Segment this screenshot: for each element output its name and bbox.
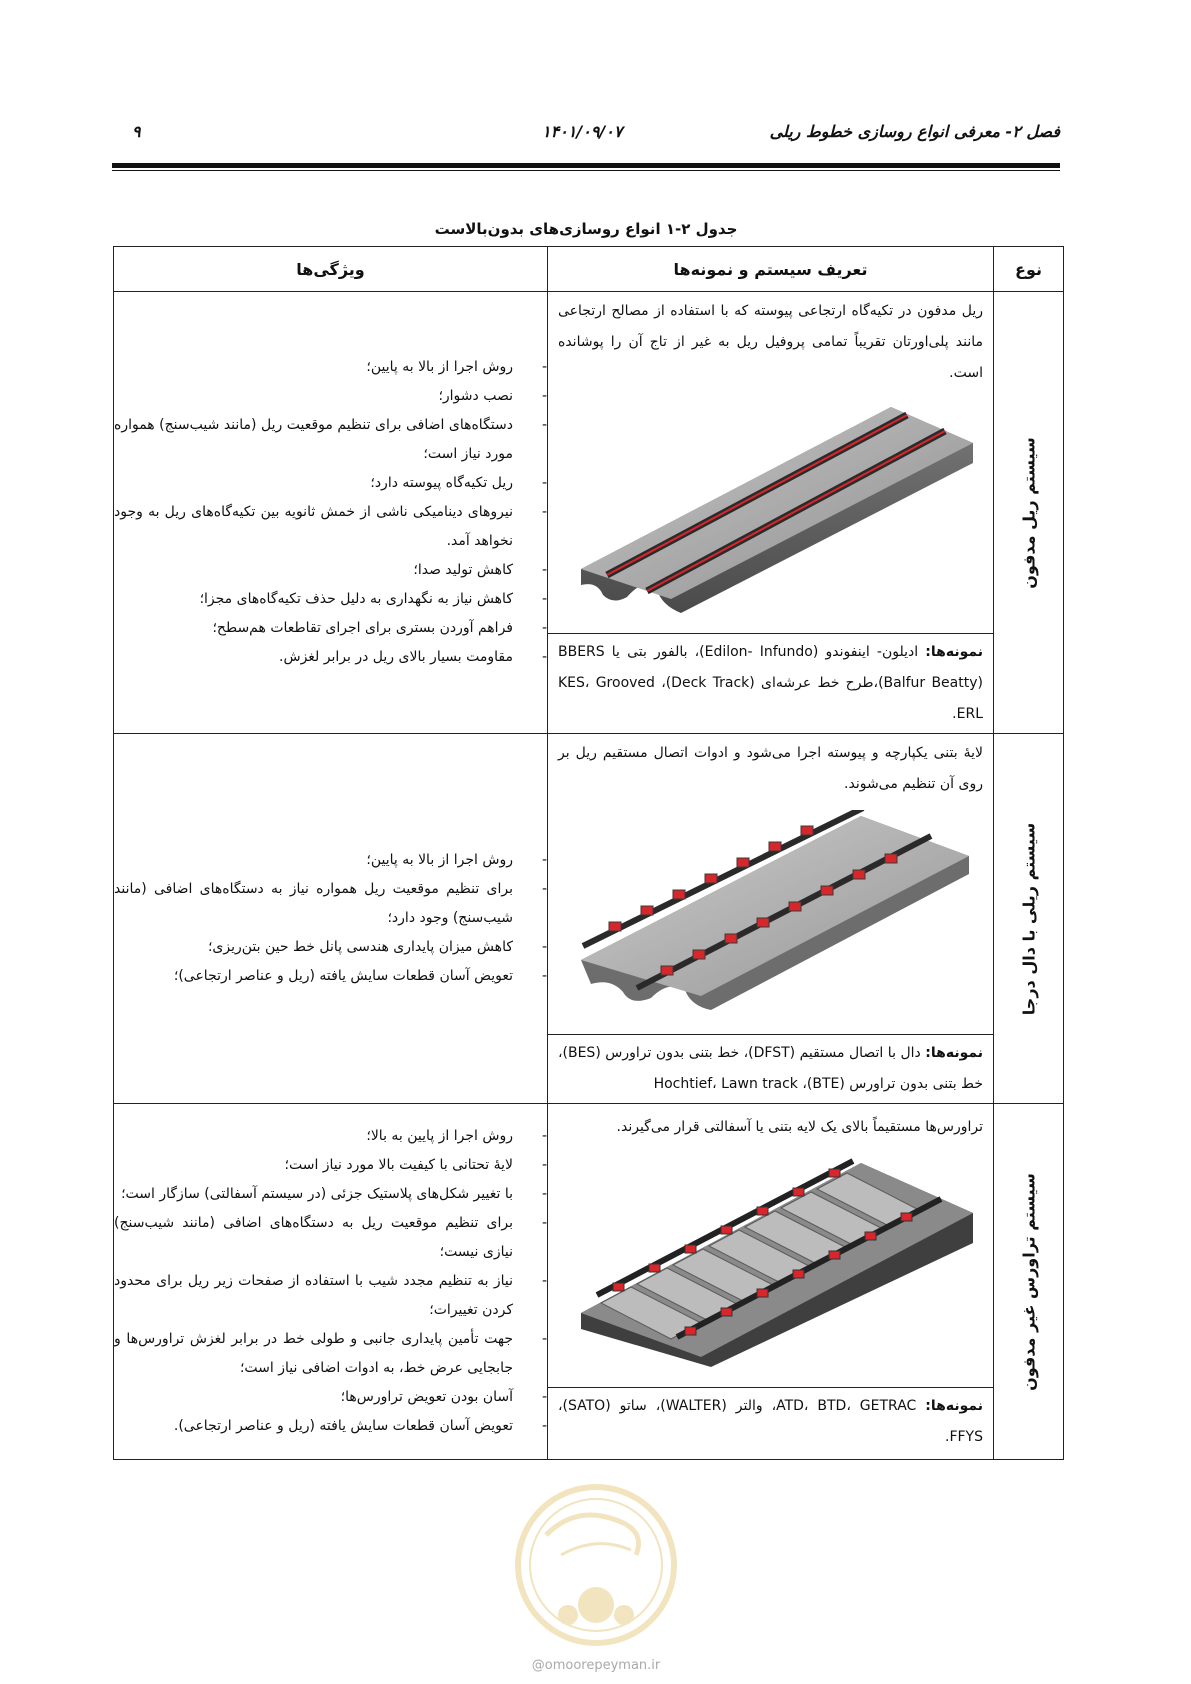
features-cell bbox=[114, 292, 548, 734]
feature-item: - دستگاه‌های اضافی برای تنظیم موقعیت ریل (مانند شیب‌سنج) همواره مورد نیاز است؛ bbox=[114, 411, 547, 469]
feature-item: - نیاز به تنظیم مجدد شیب با استفاده از صفحات زیر ریل برای محدود کردن تغییرات؛ bbox=[114, 1267, 547, 1325]
watermark-url: @omoorepeyman.ir bbox=[531, 1658, 661, 1673]
feature-item: - کاهش میزان پایداری هندسی پانل خط حین بتن‌ریزی؛ bbox=[114, 933, 547, 962]
type-cell bbox=[994, 292, 1064, 734]
features-cell bbox=[114, 1104, 548, 1460]
examples bbox=[548, 633, 993, 733]
header-features: ویژگی‌ها bbox=[114, 247, 548, 292]
sleeper-track-illustration bbox=[560, 1153, 981, 1379]
ballastless-track-table bbox=[113, 246, 1064, 1460]
feature-item: - آسان بودن تعویض تراورس‌ها؛ bbox=[114, 1383, 547, 1412]
examples bbox=[548, 1387, 993, 1456]
feature-item: - نیروهای دینامیکی ناشی از خمش ثانویه بین تکیه‌گاه‌های ریل به وجود نخواهد آمد. bbox=[114, 498, 547, 556]
feature-item: - نصب دشوار؛ bbox=[114, 382, 547, 411]
feature-item: - جهت تأمین پایداری جانبی و طولی خط در برابر لغزش تراورس‌ها و جابجایی عرض خط، به ادوات اضافی نیاز است؛ bbox=[114, 1325, 547, 1383]
header-type: نوع bbox=[994, 247, 1064, 292]
table-row bbox=[114, 1104, 1064, 1460]
examples-text: ATD، BTD، GETRAC، والتر (WALTER)، ساتو (SATO)، FFYS. bbox=[558, 1397, 983, 1445]
header-rule-thick bbox=[112, 163, 1060, 168]
page-header bbox=[112, 122, 1060, 148]
type-cell bbox=[994, 1104, 1064, 1460]
feature-item: - لایهٔ تحتانی با کیفیت بالا مورد نیاز است؛ bbox=[114, 1151, 547, 1180]
examples-label: نمونه‌ها: bbox=[925, 1397, 984, 1414]
feature-item: - با تغییر شکل‌های پلاستیک جزئی (در سیستم آسفالتی) سازگار است؛ bbox=[114, 1180, 547, 1209]
feature-item: - برای تنظیم موقعیت ریل همواره نیاز به دستگاه‌های اضافی (مانند شیب‌سنج) وجود دارد؛ bbox=[114, 875, 547, 933]
system-definition: تراورس‌ها مستقیماً بالای یک لایه بتنی یا آسفالتی قرار می‌گیرند. bbox=[616, 1118, 983, 1135]
examples-label: نمونه‌ها: bbox=[925, 1045, 983, 1061]
system-cell bbox=[548, 1104, 994, 1460]
examples bbox=[548, 1034, 993, 1103]
feature-item: - تعویض آسان قطعات سایش یافته (ریل و عناصر ارتجاعی)؛ bbox=[114, 962, 547, 991]
type-cell bbox=[994, 734, 1064, 1104]
table-row bbox=[114, 734, 1064, 1104]
table-caption: جدول ۲-۱ انواع روسازی‌های بدون‌بالاست bbox=[434, 220, 738, 238]
table-row bbox=[114, 292, 1064, 734]
watermark-logo bbox=[506, 1465, 686, 1665]
slab-track-illustration bbox=[560, 810, 981, 1026]
type-label: سیستم ریلی با دال درجا bbox=[1019, 822, 1038, 1015]
feature-item: - فراهم آوردن بستری برای اجرای تقاطعات هم‌سطح؛ bbox=[114, 614, 547, 643]
page-number: ۹ bbox=[132, 122, 141, 141]
examples-label: نمونه‌ها: bbox=[925, 644, 983, 660]
embedded-rail-illustration bbox=[560, 399, 981, 625]
system-cell bbox=[548, 292, 994, 734]
header-rule-thin bbox=[112, 170, 1060, 171]
system-definition: ریل مدفون در تکیه‌گاه ارتجاعی پیوسته که با استفاده از مصالح ارتجاعی مانند پلی‌اورتان تقریباً تمامی پروفیل ریل به غیر از تاج آن را پوشانده است. bbox=[558, 303, 983, 381]
feature-item: - روش اجرا از بالا به پایین؛ bbox=[114, 353, 547, 382]
header-system: تعریف سیستم و نمونه‌ها bbox=[548, 247, 994, 292]
features-list bbox=[114, 846, 547, 991]
header-date: ۱۴۰۱/۰۹/۰۷ bbox=[542, 122, 623, 141]
feature-item: - کاهش نیاز به نگهداری به دلیل حذف تکیه‌گاه‌های مجزا؛ bbox=[114, 585, 547, 614]
system-cell bbox=[548, 734, 994, 1104]
type-label: سیستم تراورس غیر مدفون bbox=[1019, 1172, 1038, 1391]
table-header-row bbox=[114, 247, 1064, 292]
type-label: سیستم ریل مدفون bbox=[1019, 436, 1038, 589]
feature-item: - کاهش تولید صدا؛ bbox=[114, 556, 547, 585]
chapter-title: فصل ۲- معرفی انواع روسازی خطوط ریلی bbox=[769, 122, 1060, 141]
features-list bbox=[114, 1122, 547, 1441]
examples-text: ادیلون- اینفوندو (Edilon- Infundo)، بالفور بتی یا BBERS (Balfur Beatty)،طرح خط عرشه‌ای (Deck Track)، KES، Grooved ERL. bbox=[558, 644, 983, 722]
feature-item: - برای تنظیم موقعیت ریل به دستگاه‌های اضافی (مانند شیب‌سنج) نیازی نیست؛ bbox=[114, 1209, 547, 1267]
features-cell bbox=[114, 734, 548, 1104]
system-definition: لایهٔ بتنی یکپارچه و پیوسته اجرا می‌شود و ادوات اتصال مستقیم ریل بر روی آن تنظیم می‌شوند. bbox=[558, 745, 983, 792]
feature-item: - روش اجرا از پایین به بالا؛ bbox=[114, 1122, 547, 1151]
features-list bbox=[114, 353, 547, 672]
feature-item: - روش اجرا از بالا به پایین؛ bbox=[114, 846, 547, 875]
feature-item: - مقاومت بسیار بالای ریل در برابر لغزش. bbox=[114, 643, 547, 672]
feature-item: - ریل تکیه‌گاه پیوسته دارد؛ bbox=[114, 469, 547, 498]
feature-item: - تعویض آسان قطعات سایش یافته (ریل و عناصر ارتجاعی). bbox=[114, 1412, 547, 1441]
examples-text: دال با اتصال مستقیم (DFST)، خط بتنی بدون تراورس (BES)، خط بتنی بدون تراورس (BTE)، Hochtief، Lawn track bbox=[558, 1045, 983, 1092]
